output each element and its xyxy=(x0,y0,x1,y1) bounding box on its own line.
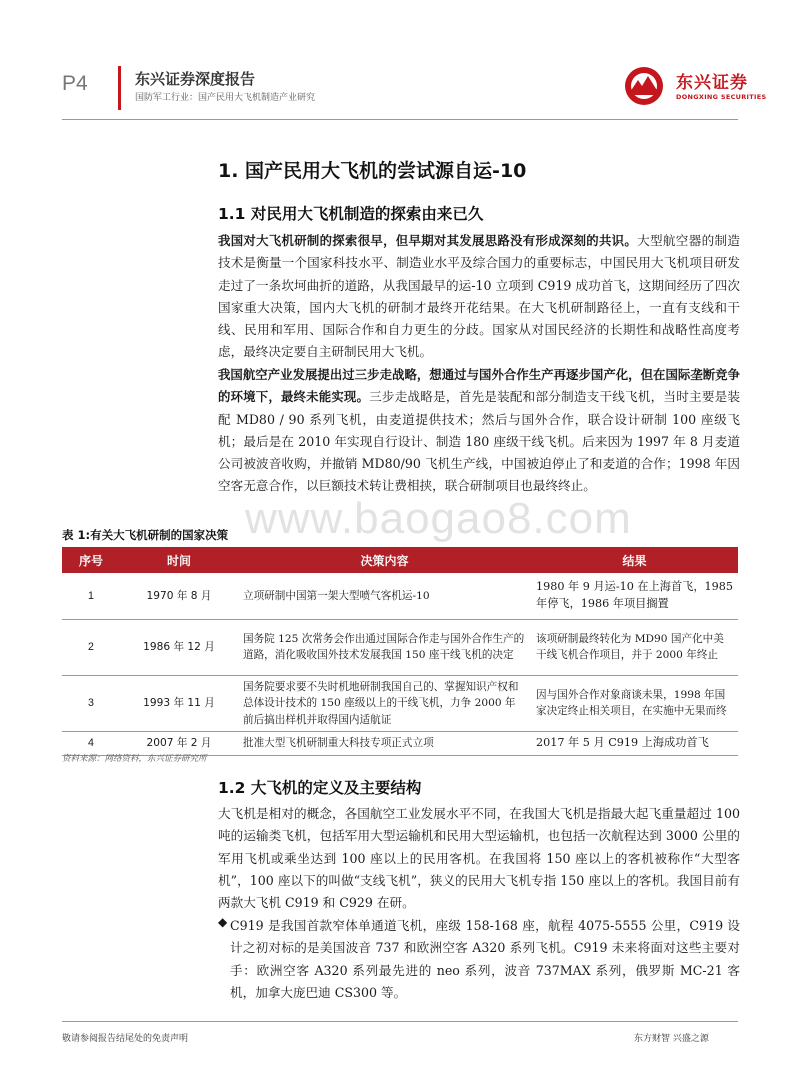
bullet-diamond-icon: ◆ xyxy=(218,915,228,929)
cell-time: 1970 年 8 月 xyxy=(120,573,238,619)
header-result: 结果 xyxy=(531,547,738,573)
cell-result: 该项研制最终转化为 MD90 国产化中美干线飞机合作项目，并于 2000 年终止 xyxy=(531,619,738,675)
bullet-item: C919 是我国首款窄体单通道飞机，座级 158-168 座，航程 4075-5555 公里，C919 设计之初对标的是美国波音 737 和欧洲空客 A320 系列飞机。C919 未来将面对这些主要对手：欧洲空客 A320 系列最先进的 neo 系列，波音 737MAX 系列，俄罗斯 MC-21 客机，加拿大庞巴迪 CS300 等。 xyxy=(230,918,740,1000)
footer-slogan: 东方财智 兴盛之源 xyxy=(634,1034,709,1044)
paragraph-1-body: 大型航空器的制造技术是衡量一个国家科技水平、制造业水平及综合国力的重要标志，中国民用大飞机项目研发走过了一条坎坷曲折的道路，从我国最早的运-10 立项到 C919 成功首飞，这期间经历了四次国家重大决策，国内大飞机的研制才最终开花结果。在大飞机研制路径上，一直有支线和干线、民用和军用、国际合作和自力更生的分歧。国家从对国民经济的长期性和战略性高度考虑，最终决定要自主研制民用大飞机。 xyxy=(218,233,741,360)
paragraph-1-lead: 我国对大飞机研制的探索很早，但早期对其发展思路没有形成深刻的共识。 xyxy=(218,233,638,248)
header-time: 时间 xyxy=(120,547,238,573)
paragraph-3: 大飞机是相对的概念，各国航空工业发展水平不同，在我国大飞机是指最大起飞重量超过 100 吨的运输类飞机，包括军用大型运输机和民用大型运输机，也包括一次航程达到 3000 公里的军用飞机或乘坐达到 100 座以上的民用客机。在我国将 150 座以上的客机被称作“大型客机”，100 座以下的叫做“支线飞机”，狭义的民用大飞机专指 150 座以上的客机。我国目前有两款大飞机 C919 和 C929 在研。 xyxy=(218,806,740,911)
subsection-heading-1-1: 1.1 对民用大飞机制造的探索由来已久 xyxy=(218,205,484,223)
cell-decision: 国务院 125 次常务会作出通过国际合作走与国外合作生产的道路，消化吸收国外技术发展我国 150 座干线飞机的决定 xyxy=(238,619,531,675)
cell-decision: 批准大型飞机研制重大科技专项正式立项 xyxy=(238,732,531,756)
cell-decision: 国务院要求要不失时机地研制我国自己的、掌握知识产权和总体设计技术的 150 座级以上的干线飞机，力争 2000 年前后搞出样机并取得国内适航证 xyxy=(238,675,531,732)
cell-time: 1993 年 11 月 xyxy=(120,675,238,732)
table-caption: 表 1:有关大飞机研制的国家决策 xyxy=(62,528,229,542)
header-no: 序号 xyxy=(62,547,120,573)
table-row xyxy=(62,573,738,619)
cell-time: 2007 年 2 月 xyxy=(120,732,238,756)
logo-text-en: DONGXING SECURITIES xyxy=(676,93,767,101)
table-row xyxy=(62,619,738,675)
header-divider xyxy=(118,66,121,110)
cell-result: 1980 年 9 月运-10 在上海首飞，1985 年停飞，1986 年项目搁置 xyxy=(531,573,738,619)
cell-decision: 立项研制中国第一架大型喷气客机运-10 xyxy=(238,573,531,619)
section-heading: 1. 国产民用大飞机的尝试源自运-10 xyxy=(218,160,527,182)
footer-disclaimer: 敬请参阅报告结尾处的免责声明 xyxy=(62,1034,189,1044)
cell-no: 2 xyxy=(62,619,120,675)
report-subtitle: 国防军工行业：国产民用大飞机制造产业研究 xyxy=(135,93,316,103)
cell-result: 2017 年 5 月 C919 上海成功首飞 xyxy=(531,732,738,756)
table-source: 资料来源：网络资料，东兴证券研究所 xyxy=(62,754,207,764)
footer-rule xyxy=(62,1021,738,1022)
header-decision: 决策内容 xyxy=(238,547,531,573)
table-row xyxy=(62,675,738,732)
paragraph-2 xyxy=(218,364,740,498)
paragraph-1 xyxy=(218,230,740,364)
paragraph-2-body: 三步走战略是，首先是装配和部分制造支干线飞机，当时主要是装配 MD80 / 90 系列飞机，由麦道提供技术；然后与国外合作，联合设计研制 100 座级飞机；最后是在 2010 年实现自行设计、制造 180 座级干线飞机。后来因为 1997 年 8 月麦道公司被波音收购，并撤销 MD80/90 飞机生产线，中国被迫停止了和麦道的合作；1998 年因空客无意合作，以巨额技术转让费相挟，联合研制项目也最终终止。 xyxy=(218,389,741,494)
watermark: www.baogao8.com xyxy=(245,494,632,543)
cell-time: 1986 年 12 月 xyxy=(120,619,238,675)
cell-no: 4 xyxy=(62,732,120,756)
page-number: P4 xyxy=(62,72,88,95)
header-rule xyxy=(62,119,738,120)
cell-no: 1 xyxy=(62,573,120,619)
subsection-heading-1-2: 1.2 大飞机的定义及主要结构 xyxy=(218,779,422,797)
logo-text-cn: 东兴证券 xyxy=(676,73,748,93)
cell-no: 3 xyxy=(62,675,120,732)
report-title: 东兴证券深度报告 xyxy=(135,70,256,88)
paragraph-2-lead: 我国航空产业发展提出过三步走战略，想通过与国外合作生产再逐步国产化，但在国际垄断竞争的环境下，最终未能实现。 xyxy=(218,367,740,405)
table-header-row xyxy=(62,547,738,573)
decisions-table xyxy=(62,547,738,756)
cell-result: 因与国外合作对象商谈未果，1998 年国家决定终止相关项目，在实施中无果而终 xyxy=(531,675,738,732)
